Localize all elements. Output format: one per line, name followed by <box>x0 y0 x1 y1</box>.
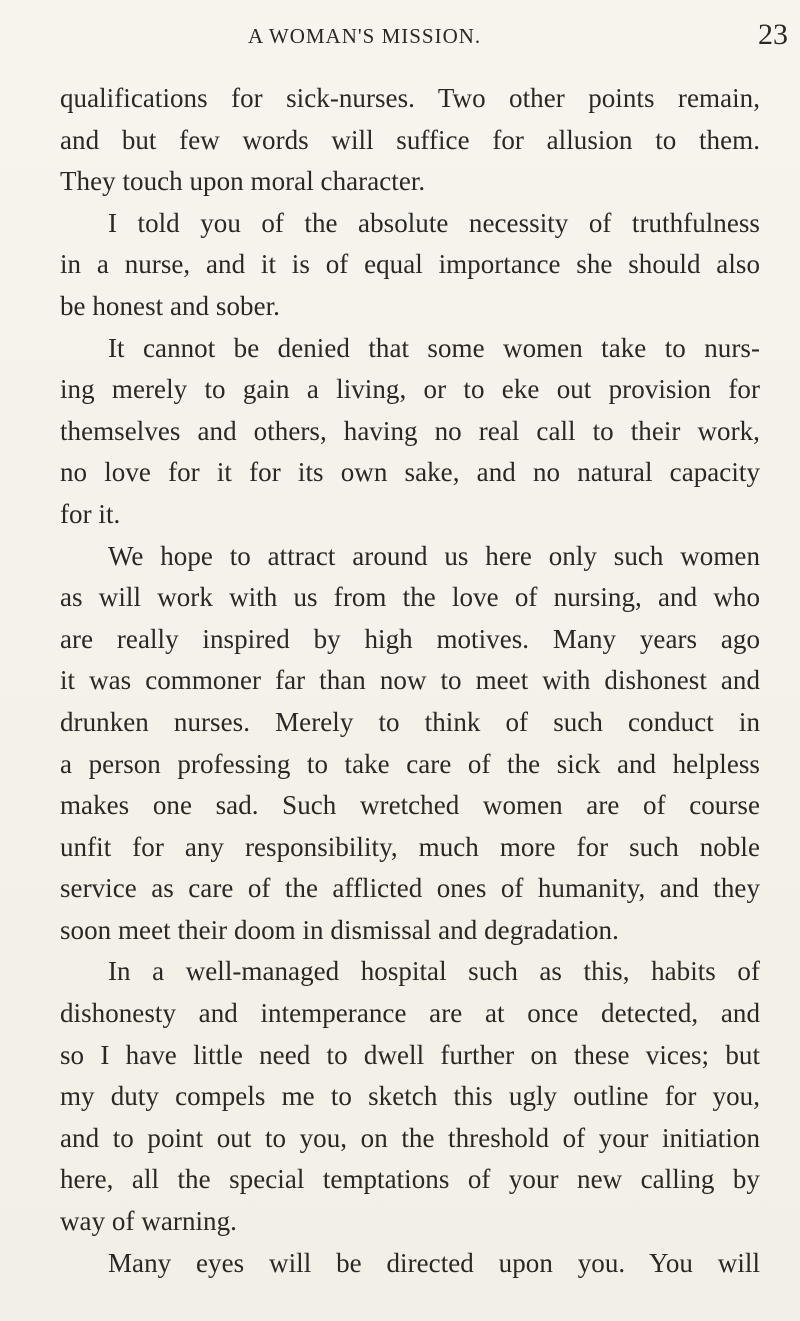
text-line: We hope to attract around us here only such women <box>108 540 760 571</box>
text-line: They touch upon moral character. <box>60 166 426 197</box>
text-line: for it. <box>60 498 121 529</box>
text-line: dishonesty and intemperance are at once detected, and <box>60 998 760 1029</box>
text-line: my duty compels me to sketch this ugly outline for you, <box>60 1081 760 1112</box>
text-line: way of warning. <box>60 1206 237 1237</box>
text-line: ing merely to gain a living, or to eke out provision for <box>60 374 760 405</box>
text-line: I told you of the absolute necessity of truthfulness <box>108 207 760 238</box>
text-line: and but few words will suffice for allusion to them. <box>60 124 760 155</box>
body-text <box>60 78 760 1284</box>
text-line: a person professing to take care of the sick and helpless <box>60 748 760 779</box>
text-line: themselves and others, having no real call to their work, <box>60 415 760 446</box>
text-line: drunken nurses. Merely to think of such conduct in <box>60 706 760 737</box>
text-line: are really inspired by high motives. Many years ago <box>60 623 760 654</box>
text-line: so I have little need to dwell further on these vices; but <box>60 1039 760 1070</box>
text-line: and to point out to you, on the threshold of your initiation <box>60 1122 760 1153</box>
text-line: it was commoner far than now to meet with dishonest and <box>60 665 760 696</box>
text-line: It cannot be denied that some women take to nurs- <box>108 332 760 363</box>
running-head: A WOMAN'S MISSION. <box>248 24 482 48</box>
text-line: no love for it for its own sake, and no natural capacity <box>60 457 760 488</box>
text-line: service as care of the afflicted ones of humanity, and they <box>60 873 760 904</box>
text-line: in a nurse, and it is of equal importance she should also <box>60 249 760 280</box>
text-line: as will work with us from the love of nursing, and who <box>60 582 760 613</box>
text-line: In a well-managed hospital such as this, habits of <box>108 956 760 987</box>
text-line: here, all the special temptations of your new calling by <box>60 1164 760 1195</box>
text-line: soon meet their doom in dismissal and degradation. <box>60 914 619 945</box>
text-line: qualifications for sick-nurses. Two other points remain, <box>60 83 760 113</box>
page-number: 23 <box>758 18 788 51</box>
text-line: Many eyes will be directed upon you. You will <box>108 1247 760 1278</box>
text-line: makes one sad. Such wretched women are of course <box>60 790 760 821</box>
text-line: be honest and sober. <box>60 290 280 321</box>
text-line: unfit for any responsibility, much more for such noble <box>60 831 760 862</box>
